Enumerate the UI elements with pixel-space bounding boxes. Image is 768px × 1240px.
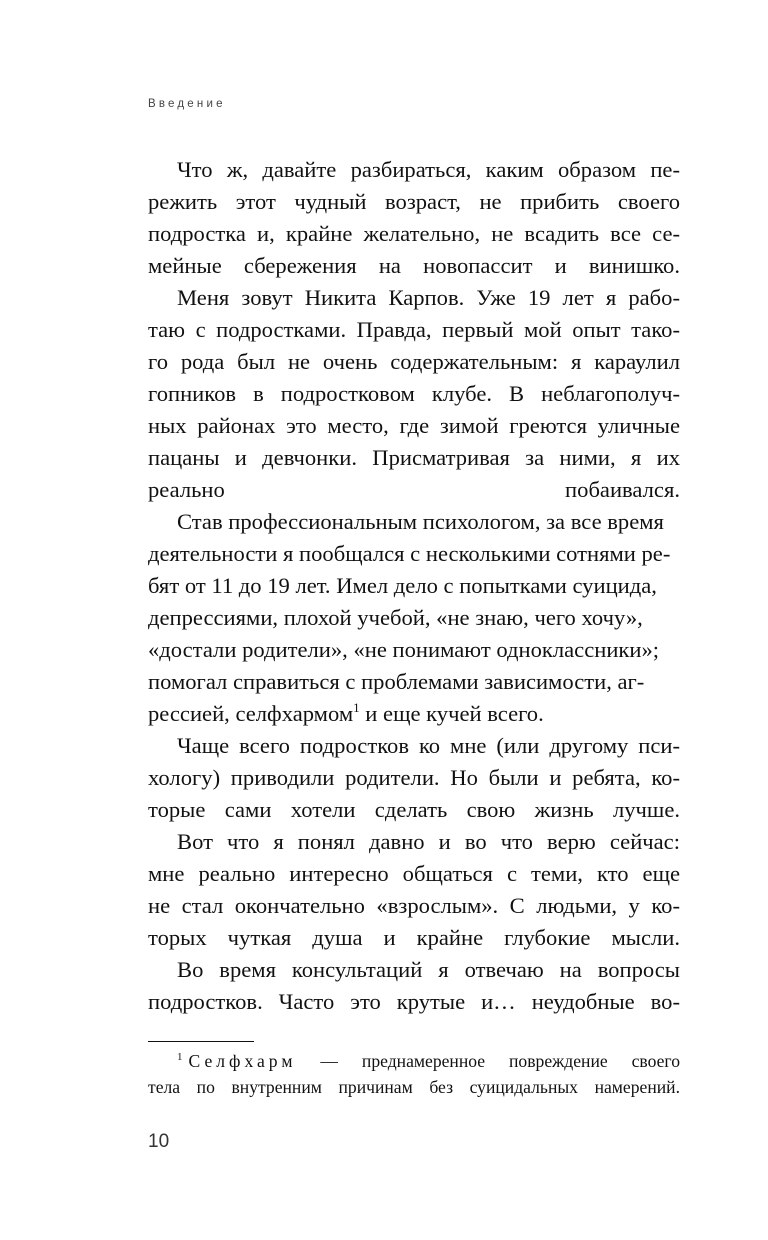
footnote-text: $^1$ Селфхарм — преднамеренное повреждение своего тела по внутренним причинам без суицидальных намерений. bbox=[148, 1051, 680, 1097]
running-header: Введение bbox=[148, 98, 226, 110]
paragraph-3: Став профессиональным психологом, за все время деятельности я пообщался с несколькими сотнями ре- бят от 11 до 19 лет. Имел дело с попытками суицида, депрессиями, плохой учебой, «не знаю, чего хочу», «достали родители», «не понимают одноклассники»; помогал справиться с проблемами зависимости, аг- рессией, селфхармом$^1$ и еще кучей всего. bbox=[148, 509, 671, 726]
paragraph-5: Вот что я понял давно и во что верю сейчас: мне реально интересно общаться с теми, кто еще не стал окончательно «взрослым». С людьми, у ко- торых чуткая душа и крайне глубокие мысли. bbox=[148, 829, 680, 950]
footnote-term: Селфхарм bbox=[188, 1051, 297, 1071]
paragraph-4: Чаще всего подростков ко мне (или другому пси- хологу) приводили родители. Но были и ребята, ко- торые сами хотели сделать свою жизнь лучше. bbox=[148, 733, 680, 822]
paragraph-2: Меня зовут Никита Карпов. Уже 19 лет я рабо- таю с подростками. Правда, первый мой опыт тако- го рода был не очень содержательным: я караулил гопников в подростковом клубе. В неблагополуч- ных районах это место, где зимой греются уличные пацаны и девчонки. Присматривая за ними, я их реально побаивался. bbox=[148, 285, 680, 502]
footnote-divider bbox=[148, 1041, 254, 1042]
footnote-marker: 1 bbox=[177, 1051, 183, 1063]
page-number: 10 bbox=[148, 1131, 170, 1152]
paragraph-1: Что ж, давайте разбираться, каким образом пе- режить этот чудный возраст, не прибить своего подростка и, крайне желательно, не всадить все се- мейные сбережения на новопассит и винишко. bbox=[148, 157, 680, 278]
footnote bbox=[148, 1048, 680, 1100]
footnote-reference[interactable]: 1 bbox=[353, 700, 360, 715]
body-text bbox=[148, 154, 680, 1018]
paragraph-6: Во время консультаций я отвечаю на вопросы подростков. Часто это крутые и… неудобные во- bbox=[148, 957, 680, 1014]
